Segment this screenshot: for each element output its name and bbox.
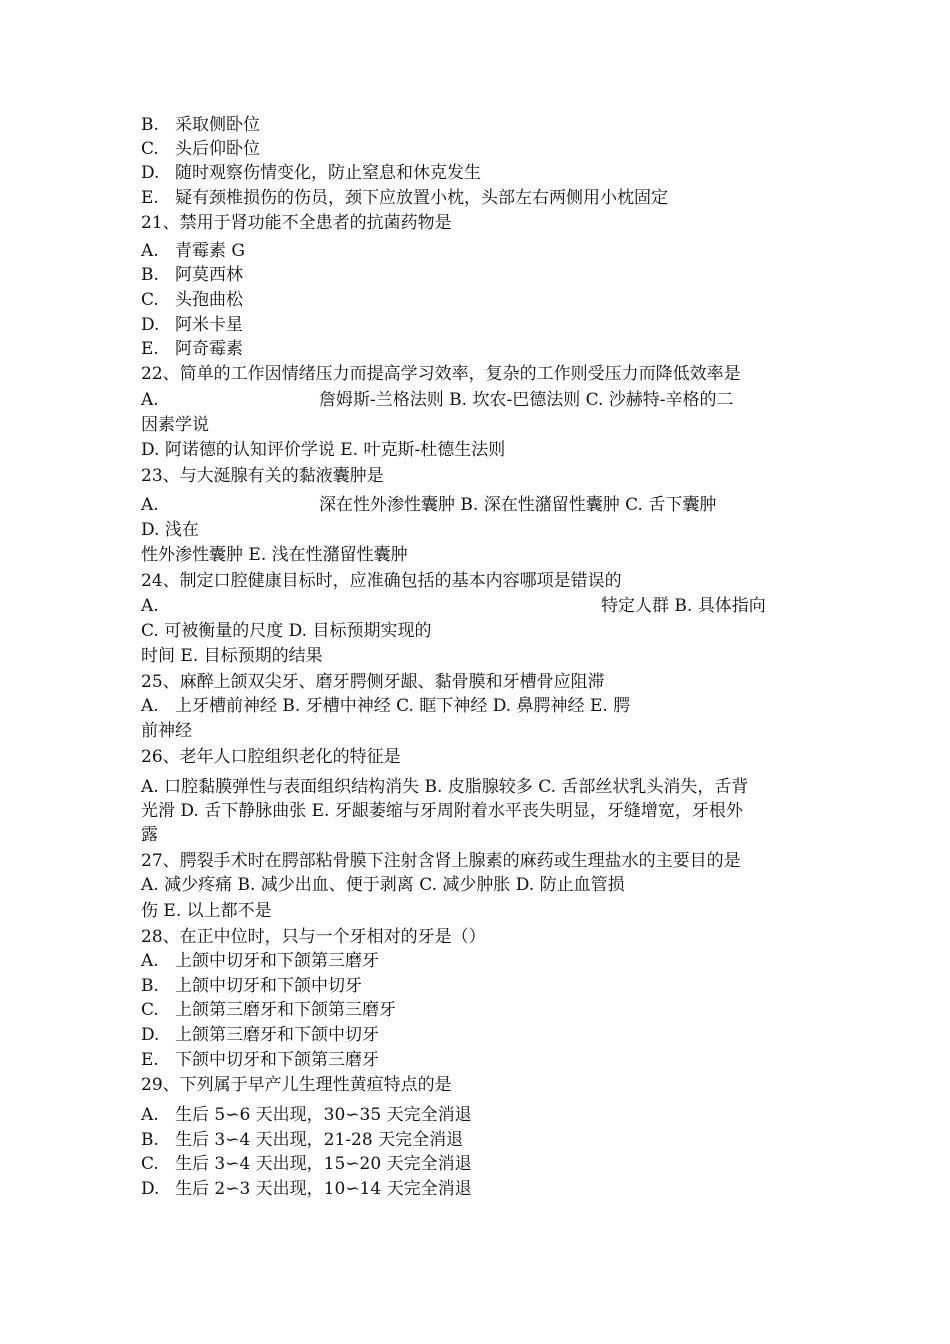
answer-option [141,314,243,336]
answer-option [141,1153,472,1175]
option-key: E. [141,339,159,359]
option-text: 深在性外渗性囊肿 B. 深在性潴留性囊肿 C. 舌下囊肿 [319,495,717,515]
option-key: D. [141,1179,160,1199]
option-text: 头后仰卧位 [175,139,260,159]
text-line: 时间 E. 目标预期的结果 [141,646,323,666]
option-text: 头孢曲松 [175,290,243,310]
text-line: C. 可被衡量的尺度 D. 目标预期实现的 [141,621,432,641]
option-key: B. [141,976,159,996]
answer-option [141,114,260,136]
option-text: 青霉素 G [175,241,245,261]
option-text: 随时观察伤情变化，防止窒息和休克发生 [175,163,481,183]
text-line: D. 浅在 [141,520,199,540]
option-key: B. [141,115,159,135]
text-line: 因素学说 [141,415,209,435]
answer-options-line [141,595,766,617]
answer-option [141,338,243,360]
option-text: 上颌第三磨牙和下颌中切牙 [175,1025,379,1045]
option-text: 上颌中切牙和下颌中切牙 [175,976,362,996]
answer-option [141,999,396,1021]
option-text: 阿莫西林 [175,265,243,285]
text-line: A. 减少疼痛 B. 减少出血、便于剥离 C. 减少肿胀 D. 防止血管损 [141,875,625,895]
answer-option [141,695,630,717]
answer-options-line [141,389,734,411]
option-text: 上颌第三磨牙和下颌第三磨牙 [175,1000,396,1020]
option-key: D. [141,163,160,183]
option-text: 上牙槽前神经 B. 牙槽中神经 C. 眶下神经 D. 鼻腭神经 E. 腭 [175,696,631,716]
text-line: 伤 E. 以上都不是 [141,901,272,921]
option-key: B. [141,1130,159,1150]
option-text: 生后 3∽4 天出现，21-28 天完全消退 [175,1130,464,1150]
option-text: 生后 2∽3 天出现，10∽14 天完全消退 [175,1179,472,1199]
question-stem: 29、下列属于早产儿生理性黄疸特点的是 [141,1075,452,1095]
question-stem: 27、腭裂手术时在腭部粘骨膜下注射含肾上腺素的麻药或生理盐水的主要目的是 [141,851,741,871]
option-key: A. [141,495,159,515]
answer-option [141,162,481,184]
answer-option [141,1129,463,1151]
option-key: A. [141,696,159,716]
option-text: 下颌中切牙和下颌第三磨牙 [175,1050,379,1070]
text-line: 前神经 [141,721,192,741]
question-stem: 22、简单的工作因情绪压力而提高学习效率，复杂的工作则受压力而降低效率是 [141,364,741,384]
text-line: D. 阿诺德的认知评价学说 E. 叶克斯-杜德生法则 [141,440,506,460]
option-key: B. [141,265,159,285]
option-text: 采取侧卧位 [175,115,260,135]
option-key: C. [141,139,159,159]
option-text: 上颌中切牙和下颌第三磨牙 [175,951,379,971]
option-key: A. [141,951,159,971]
option-key: E. [141,1050,159,1070]
text-line: 光滑 D. 舌下静脉曲张 E. 牙龈萎缩与牙周附着水平丧失明显，牙缝增宽，牙根外 [141,801,743,821]
option-text: 疑有颈椎损伤的伤员，颈下应放置小枕，头部左右两侧用小枕固定 [175,188,668,208]
option-text: 生后 3∽4 天出现，15∽20 天完全消退 [175,1154,472,1174]
option-text: 生后 5∽6 天出现，30∽35 天完全消退 [175,1105,472,1125]
option-key: C. [141,1000,159,1020]
option-key: D. [141,1025,160,1045]
answer-option [141,975,362,997]
text-line: 性外渗性囊肿 E. 浅在性潴留性囊肿 [141,545,408,565]
answer-option [141,240,245,262]
answer-option [141,950,379,972]
text-line: 露 [141,825,158,845]
question-stem: 26、老年人口腔组织老化的特征是 [141,747,401,767]
answer-option [141,1178,472,1200]
option-key: A. [141,241,159,261]
option-key: A. [141,390,159,410]
question-stem: 25、麻醉上颌双尖牙、磨牙腭侧牙龈、黏骨膜和牙槽骨应阻滞 [141,672,605,692]
option-text: 詹姆斯-兰格法则 B. 坎农-巴德法则 C. 沙赫特-辛格的二 [319,390,734,410]
question-stem: 24、制定口腔健康目标时，应准确包括的基本内容哪项是错误的 [141,571,622,591]
option-key: C. [141,1154,159,1174]
option-key: C. [141,290,159,310]
question-stem: 23、与大涎腺有关的黏液囊肿是 [141,466,384,486]
option-text: 阿米卡星 [175,315,243,335]
answer-option [141,289,243,311]
option-text: 阿奇霉素 [175,339,243,359]
option-key: A. [141,1105,159,1125]
answer-option [141,1104,472,1126]
answer-option [141,187,668,209]
answer-option [141,138,260,160]
question-stem: 28、在正中位时，只与一个牙相对的牙是（） [141,927,486,947]
answer-option [141,264,243,286]
option-key: A. [141,596,159,616]
answer-options-line [141,494,716,516]
text-line: A. 口腔黏膜弹性与表面组织结构消失 B. 皮脂腺较多 C. 舌部丝状乳头消失，舌背 [141,777,749,797]
answer-option [141,1049,379,1071]
option-text: 特定人群 B. 具体指向 [601,596,766,616]
option-key: D. [141,315,160,335]
question-stem: 21、禁用于肾功能不全患者的抗菌药物是 [141,213,452,233]
option-key: E. [141,188,159,208]
answer-option [141,1024,379,1046]
